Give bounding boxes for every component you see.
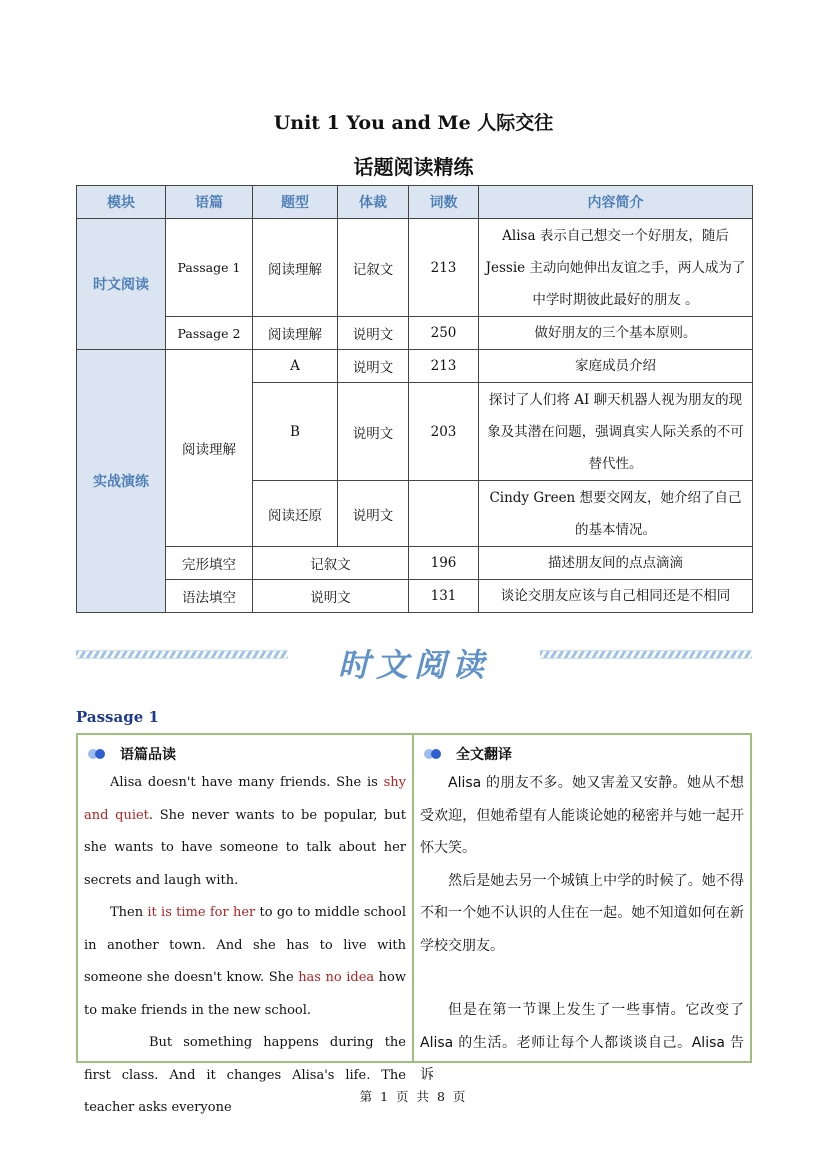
chinese-column [414, 735, 750, 1083]
intro-cell: Cindy Green 想要交网友，她介绍了自己的基本情况。 [479, 481, 753, 547]
module-cell: 时文阅读 [77, 219, 166, 350]
passage-cell: Passage 2 [166, 317, 253, 350]
genre-cell: 说明文 [253, 580, 409, 613]
english-paragraph: Alisa doesn't have many friends. She is shy and quiet. She never wants to be popular, but she wants to have someone to talk about her secrets and laugh with. [84, 775, 406, 888]
chinese-paragraph: 然后是她去另一个城镇上中学的时候了。她不得不和一个她不认识的人住在一起。她不知道如何在新学校交朋友。 [420, 872, 744, 954]
words-cell: 131 [409, 580, 479, 613]
genre-cell: 记叙文 [338, 219, 409, 317]
genre-cell: 说明文 [338, 350, 409, 383]
module-cell: 实战演练 [77, 350, 166, 613]
type-cell: 阅读理解 [253, 219, 338, 317]
type-cell: B [253, 383, 338, 481]
table-row [77, 580, 753, 613]
highlight-phrase: has no idea [298, 970, 375, 985]
table-row [77, 547, 753, 580]
english-paragraph: But something happens during the first class. And it changes Alisa's life. The teacher asks everyone [84, 1035, 406, 1115]
column-header: 体裁 [338, 186, 409, 219]
column-header: 题型 [253, 186, 338, 219]
english-paragraph: Then it is time for her to go to middle school in another town. And she has to live with someone she doesn't know. She has no idea how to make friends in the new school. [84, 905, 406, 1018]
intro-cell: 家庭成员介绍 [479, 350, 753, 383]
words-cell: 203 [409, 383, 479, 481]
type-cell: 阅读还原 [253, 481, 338, 547]
column-header: 语篇 [166, 186, 253, 219]
english-heading [84, 741, 406, 767]
section-banner [76, 640, 752, 690]
genre-cell: 记叙文 [253, 547, 409, 580]
page-footer: 第 1 页 共 8 页 [359, 1089, 468, 1104]
chinese-paragraph: Alisa 的朋友不多。她又害羞又安静。她从不想受欢迎，但她希望有人能谈论她的秘密并与她一起开怀大笑。 [420, 775, 744, 856]
table-row [77, 317, 753, 350]
intro-cell: 描述朋友间的点点滴滴 [479, 547, 753, 580]
chinese-paragraph: 但是在第一节课上发生了一些事情。它改变了 Alisa 的生活。老师让每个人都谈谈自己。Alisa 告诉 [420, 1002, 744, 1083]
words-cell: 213 [409, 350, 479, 383]
english-heading-label: 语篇品读 [120, 747, 176, 763]
words-cell: 213 [409, 219, 479, 317]
column-header: 模块 [77, 186, 166, 219]
page-title: Unit 1 You and Me 人际交往 [273, 112, 554, 134]
type-cell: 阅读理解 [253, 317, 338, 350]
column-header: 词数 [409, 186, 479, 219]
column-header: 内容简介 [479, 186, 753, 219]
passage-cell: Passage 1 [166, 219, 253, 317]
passage-label: Passage 1 [76, 708, 159, 726]
table-row [77, 350, 753, 383]
passage-cell: 语法填空 [166, 580, 253, 613]
words-cell: 196 [409, 547, 479, 580]
table-header-row [77, 186, 753, 219]
genre-cell: 说明文 [338, 383, 409, 481]
page-subtitle: 话题阅读精练 [353, 155, 474, 179]
words-cell: 250 [409, 317, 479, 350]
intro-cell: 做好朋友的三个基本原则。 [479, 317, 753, 350]
section-title: 时文阅读 [337, 646, 490, 684]
passage-cell: 阅读理解 [166, 350, 253, 547]
highlight-phrase: shy and quiet [84, 775, 406, 823]
overview-table [76, 185, 753, 613]
decorative-stripe [540, 650, 752, 659]
chinese-heading-label: 全文翻译 [456, 747, 512, 763]
chinese-heading [420, 741, 744, 767]
genre-cell: 说明文 [338, 481, 409, 547]
highlight-phrase: it is time for her [147, 905, 256, 920]
dots-icon [88, 748, 108, 760]
intro-cell: Alisa 表示自己想交一个好朋友，随后 Jessie 主动向她伸出友谊之手，两人成为了中学时期彼此最好的朋友 。 [479, 219, 753, 317]
intro-cell: 探讨了人们将 AI 聊天机器人视为朋友的现象及其潜在问题，强调真实人际关系的不可替代性。 [479, 383, 753, 481]
dots-icon [424, 748, 444, 760]
words-cell [409, 481, 479, 547]
passage-cell: 完形填空 [166, 547, 253, 580]
intro-cell: 谈论交朋友应该与自己相同还是不相同 [479, 580, 753, 613]
genre-cell: 说明文 [338, 317, 409, 350]
type-cell: A [253, 350, 338, 383]
table-row [77, 219, 753, 317]
